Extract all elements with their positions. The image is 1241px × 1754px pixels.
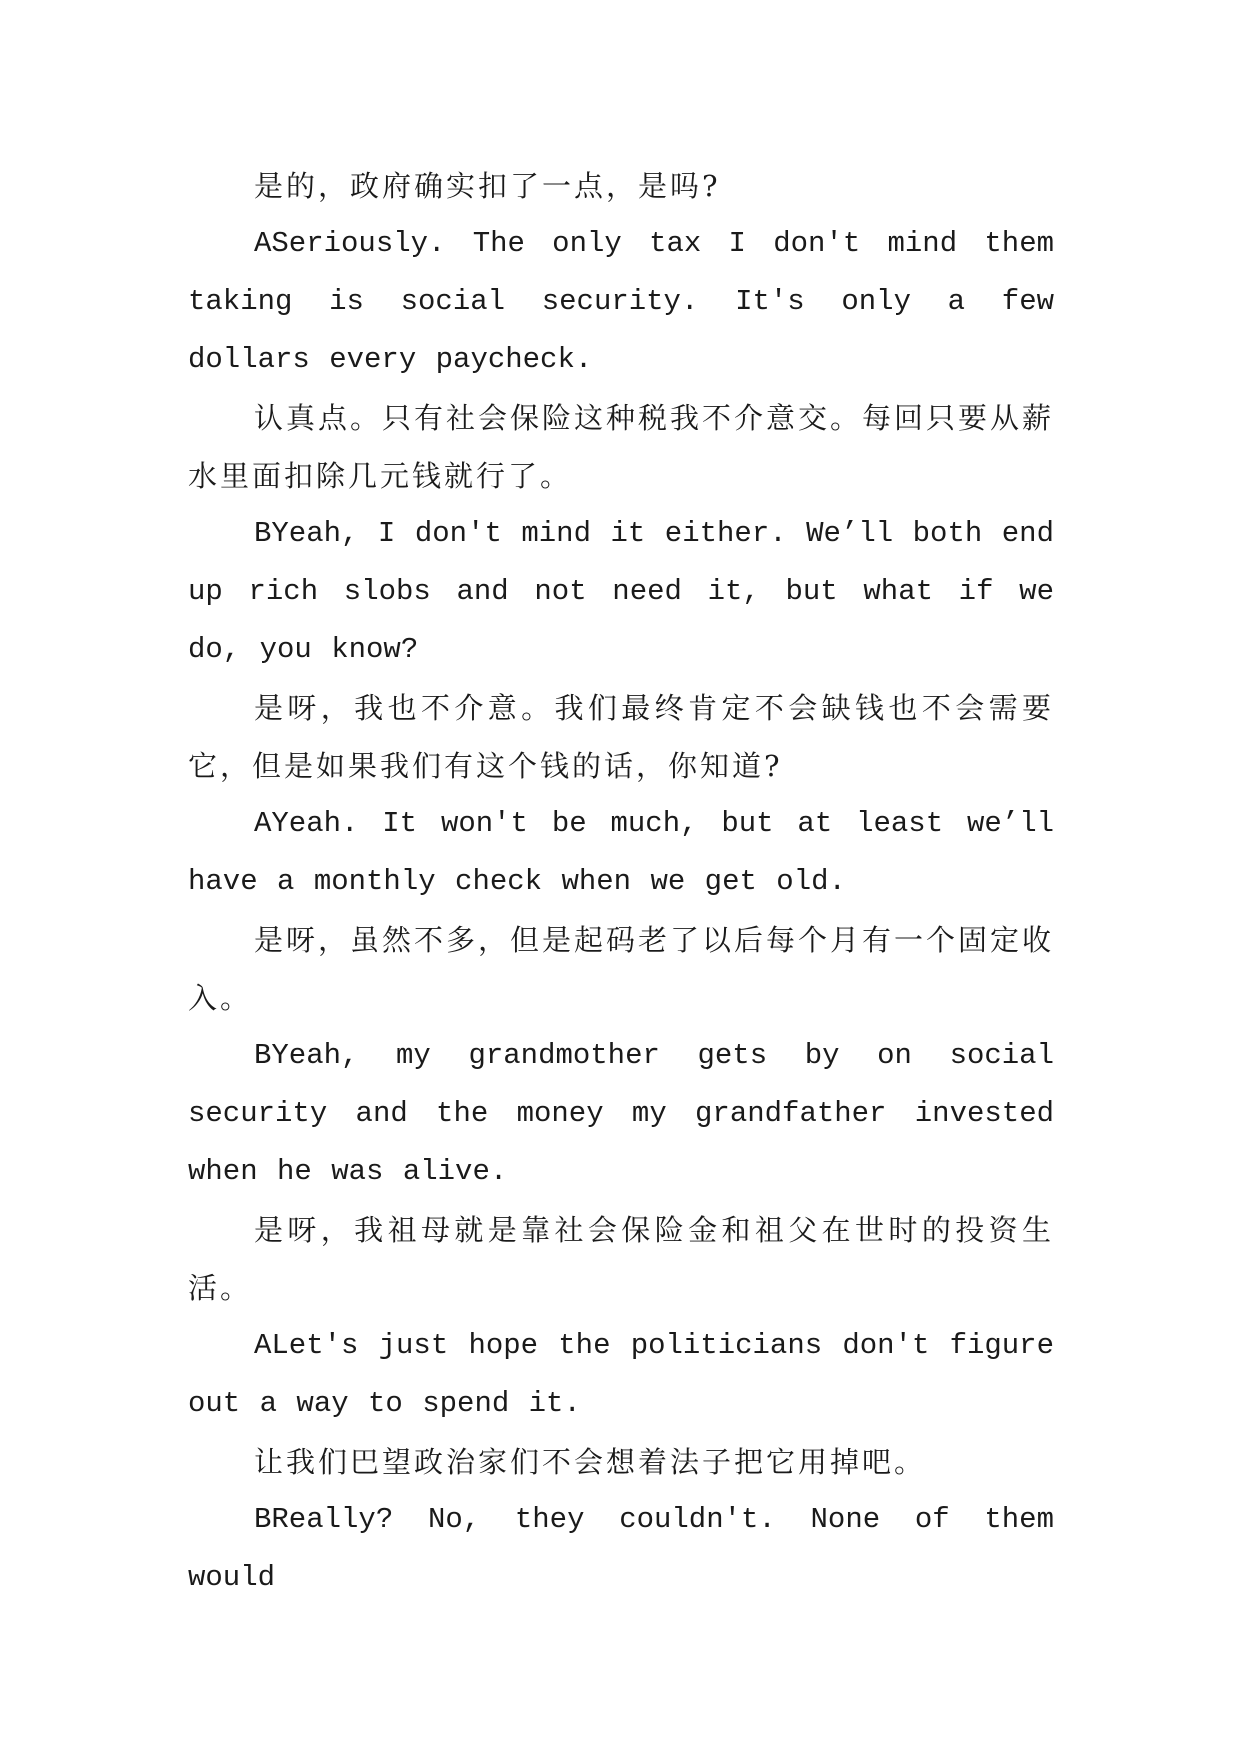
paragraph-english: BYeah, my grandmother gets by on social security and the money my grandfather invested when he was alive. [188,1039,1054,1188]
paragraph-chinese: 让我们巴望政治家们不会想着法子把它用掉吧。 [254,1445,927,1479]
paragraph-english: ALet's just hope the politicians don't figure out a way to spend it. [188,1329,1054,1420]
paragraph-chinese: 是的，政府确实扣了一点，是吗? [254,169,721,203]
document-body [188,157,1054,1607]
paragraph-english: AYeah. It won't be much, but at least we’ll have a monthly check when we get old. [188,807,1054,898]
paragraph-chinese: 是呀，虽然不多，但是起码老了以后每个月有一个固定收入。 [188,923,1055,1015]
paragraph-chinese: 是呀，我也不介意。我们最终肯定不会缺钱也不会需要它，但是如果我们有这个钱的话，你知道? [188,691,1054,783]
paragraph-chinese: 是呀，我祖母就是靠社会保险金和祖父在世时的投资生活。 [188,1213,1054,1305]
paragraph-english: BReally? No, they couldn't. None of them would [188,1503,1054,1594]
paragraph-english: BYeah, I don't mind it either. We’ll both end up rich slobs and not need it, but what if we do, you know? [188,517,1054,666]
paragraph-chinese: 认真点。只有社会保险这种税我不介意交。每回只要从薪水里面扣除几元钱就行了。 [188,401,1055,493]
paragraph-english: ASeriously. The only tax I don't mind them taking is social security. It's only a few dollars every paycheck. [188,227,1054,376]
